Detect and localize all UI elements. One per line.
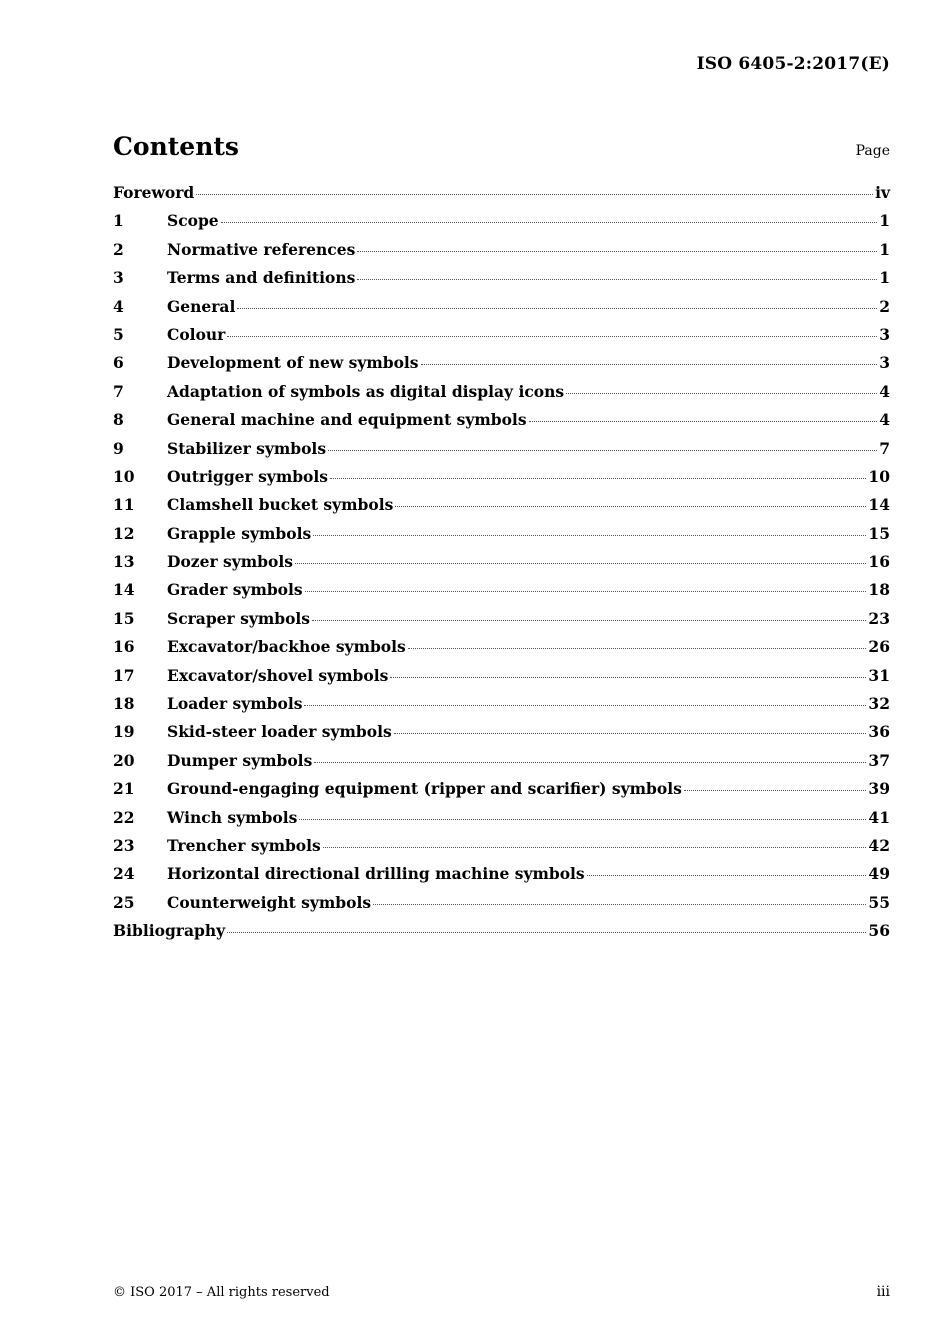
toc-entry-title[interactable]: Ground-engaging equipment (ripper and scarifier) symbols	[167, 779, 682, 799]
toc-entry-title[interactable]: Horizontal directional drilling machine symbols	[167, 864, 585, 884]
toc-entry-title[interactable]: Winch symbols	[167, 807, 298, 827]
toc-entry[interactable]	[113, 921, 890, 949]
toc-dot-leader	[328, 450, 877, 451]
document-id: ISO 6405-2:2017(E)	[696, 54, 890, 74]
toc-dot-leader	[373, 904, 866, 905]
toc-entry[interactable]	[113, 893, 890, 921]
toc-dot-leader	[357, 251, 877, 252]
toc-entry-title[interactable]: Grapple symbols	[167, 523, 312, 543]
toc-entry-number: 16	[113, 637, 135, 657]
toc-entry[interactable]	[113, 211, 890, 239]
toc-entry-page[interactable]: iv	[875, 183, 890, 202]
toc-entry[interactable]	[113, 864, 890, 892]
toc-entry-number: 10	[113, 466, 135, 486]
toc-entry-page[interactable]: 2	[879, 296, 890, 316]
toc-entry-number: 17	[113, 665, 135, 685]
toc-entry-number: 1	[113, 211, 124, 231]
toc-entry-number: 12	[113, 523, 135, 543]
toc-entry[interactable]	[113, 353, 890, 381]
toc-entry-title[interactable]: Trencher symbols	[167, 835, 321, 855]
toc-entry-number: 2	[113, 239, 124, 259]
toc-entry-page[interactable]: 42	[868, 835, 890, 855]
toc-dot-leader	[299, 819, 866, 820]
toc-entry-page[interactable]: 3	[879, 353, 890, 373]
toc-dot-leader	[408, 648, 867, 649]
toc-entry-number: 11	[113, 495, 135, 515]
toc-entry-title[interactable]: Excavator/backhoe symbols	[167, 637, 406, 657]
toc-entry-number: 14	[113, 580, 135, 600]
toc-entry-title[interactable]: Foreword	[113, 183, 195, 202]
toc-dot-leader	[227, 336, 877, 337]
toc-dot-leader	[394, 733, 867, 734]
toc-dot-leader	[221, 222, 878, 223]
toc-entry-page[interactable]: 15	[868, 523, 890, 543]
toc-dot-leader	[421, 364, 878, 365]
toc-entry-number: 5	[113, 324, 124, 344]
toc-entry-number: 23	[113, 835, 135, 855]
toc-entry[interactable]	[113, 439, 890, 467]
toc-entry-number: 6	[113, 353, 124, 373]
toc-entry-number: 8	[113, 410, 124, 430]
toc-dot-leader	[390, 677, 866, 678]
toc-entry-number: 9	[113, 438, 124, 458]
toc-dot-leader	[395, 506, 866, 507]
toc-entry-number: 24	[113, 864, 135, 884]
toc-dot-leader	[304, 705, 866, 706]
toc-entry[interactable]	[113, 297, 890, 325]
toc-entry-number: 18	[113, 694, 135, 714]
toc-entry[interactable]	[113, 779, 890, 807]
toc-entry-page[interactable]: 49	[868, 864, 890, 884]
toc-dot-leader	[196, 194, 873, 195]
toc-entry[interactable]	[113, 410, 890, 438]
toc-entry[interactable]	[113, 240, 890, 268]
toc-dot-leader	[357, 279, 877, 280]
toc-dot-leader	[314, 762, 866, 763]
toc-entry[interactable]	[113, 836, 890, 864]
toc-entry-title[interactable]: Dozer symbols	[167, 552, 293, 572]
toc-entry-page[interactable]: 14	[868, 495, 890, 515]
toc-entry-page[interactable]: 55	[868, 892, 890, 912]
toc-entry-number: 20	[113, 750, 135, 770]
toc-entry-number: 21	[113, 779, 135, 799]
toc-entry-title[interactable]: Normative references	[167, 239, 356, 259]
toc-entry-page[interactable]: 10	[868, 466, 890, 486]
toc-entry-number: 13	[113, 552, 135, 572]
toc-entry-title[interactable]: Adaptation of symbols as digital display icons	[167, 381, 565, 401]
toc-entry[interactable]	[113, 495, 890, 523]
toc-entry-page[interactable]: 23	[868, 608, 890, 628]
table-of-contents	[113, 183, 890, 950]
toc-dot-leader	[295, 563, 866, 564]
toc-dot-leader	[529, 421, 878, 422]
toc-entry-page[interactable]: 31	[868, 665, 890, 685]
page-number: iii	[876, 1284, 890, 1300]
toc-entry-page[interactable]: 1	[879, 211, 890, 231]
toc-entry[interactable]	[113, 694, 890, 722]
toc-entry-title[interactable]: Outrigger symbols	[167, 466, 329, 486]
toc-entry[interactable]	[113, 524, 890, 552]
toc-entry-title[interactable]: Dumper symbols	[167, 750, 313, 770]
toc-entry-number: 15	[113, 608, 135, 628]
toc-entry-page[interactable]: 3	[879, 324, 890, 344]
toc-entry-page[interactable]: 1	[879, 239, 890, 259]
toc-entry-title[interactable]: Stabilizer symbols	[167, 438, 327, 458]
toc-dot-leader	[312, 620, 866, 621]
toc-dot-leader	[330, 478, 866, 479]
toc-entry-page[interactable]: 41	[868, 807, 890, 827]
toc-entry-title[interactable]: Development of new symbols	[167, 353, 419, 373]
toc-entry-page[interactable]: 36	[868, 722, 890, 742]
toc-entry-title[interactable]: Scraper symbols	[167, 608, 311, 628]
toc-entry-number: 19	[113, 722, 135, 742]
toc-entry-title[interactable]: Counterweight symbols	[167, 892, 372, 912]
toc-entry-number: 22	[113, 807, 135, 827]
toc-dot-leader	[323, 847, 867, 848]
toc-entry[interactable]	[113, 609, 890, 637]
toc-dot-leader	[587, 875, 867, 876]
toc-entry-number: 3	[113, 268, 124, 288]
toc-entry[interactable]	[113, 183, 890, 211]
toc-entry-page[interactable]: 26	[868, 637, 890, 657]
page-title: Contents	[113, 132, 240, 161]
toc-entry[interactable]	[113, 808, 890, 836]
toc-entry-page[interactable]: 18	[868, 580, 890, 600]
toc-dot-leader	[684, 790, 867, 791]
toc-entry-page[interactable]: 4	[879, 381, 890, 401]
toc-dot-leader	[227, 932, 866, 933]
toc-entry-page[interactable]: 37	[868, 750, 890, 770]
toc-entry-number: 4	[113, 296, 124, 316]
toc-entry[interactable]	[113, 325, 890, 353]
toc-entry-title[interactable]: Grader symbols	[167, 580, 303, 600]
toc-entry-title[interactable]: Loader symbols	[167, 694, 303, 714]
toc-entry[interactable]	[113, 751, 890, 779]
toc-entry-title[interactable]: Terms and definitions	[167, 268, 356, 288]
toc-entry-title[interactable]: General	[167, 296, 236, 316]
toc-entry-page[interactable]: 39	[868, 779, 890, 799]
toc-entry[interactable]	[113, 467, 890, 495]
toc-entry-title[interactable]: Bibliography	[113, 921, 226, 941]
toc-entry-title[interactable]: Skid-steer loader symbols	[167, 722, 392, 742]
toc-entry-title[interactable]: Clamshell bucket symbols	[167, 495, 394, 515]
toc-dot-leader	[237, 308, 877, 309]
toc-dot-leader	[313, 535, 866, 536]
toc-entry[interactable]	[113, 382, 890, 410]
toc-entry-page[interactable]: 7	[879, 438, 890, 458]
toc-dot-leader	[305, 591, 867, 592]
toc-entry[interactable]	[113, 268, 890, 296]
toc-entry[interactable]	[113, 637, 890, 665]
toc-entry-number: 25	[113, 892, 135, 912]
copyright-notice: © ISO 2017 – All rights reserved	[113, 1285, 330, 1300]
toc-entry[interactable]	[113, 580, 890, 608]
toc-entry-page[interactable]: 1	[879, 268, 890, 288]
toc-entry[interactable]	[113, 552, 890, 580]
toc-entry-number: 7	[113, 381, 124, 401]
toc-entry-title[interactable]: General machine and equipment symbols	[167, 410, 527, 430]
toc-dot-leader	[566, 393, 877, 394]
toc-entry-page[interactable]: 32	[868, 694, 890, 714]
toc-entry-page[interactable]: 16	[868, 552, 890, 572]
toc-entry-page[interactable]: 56	[868, 921, 890, 941]
toc-entry[interactable]	[113, 666, 890, 694]
page-column-label: Page	[855, 143, 890, 159]
toc-entry-page[interactable]: 4	[879, 410, 890, 430]
toc-entry[interactable]	[113, 722, 890, 750]
toc-entry-title[interactable]: Excavator/shovel symbols	[167, 665, 389, 685]
toc-entry-title[interactable]: Colour	[167, 324, 226, 344]
toc-entry-title[interactable]: Scope	[167, 211, 219, 231]
